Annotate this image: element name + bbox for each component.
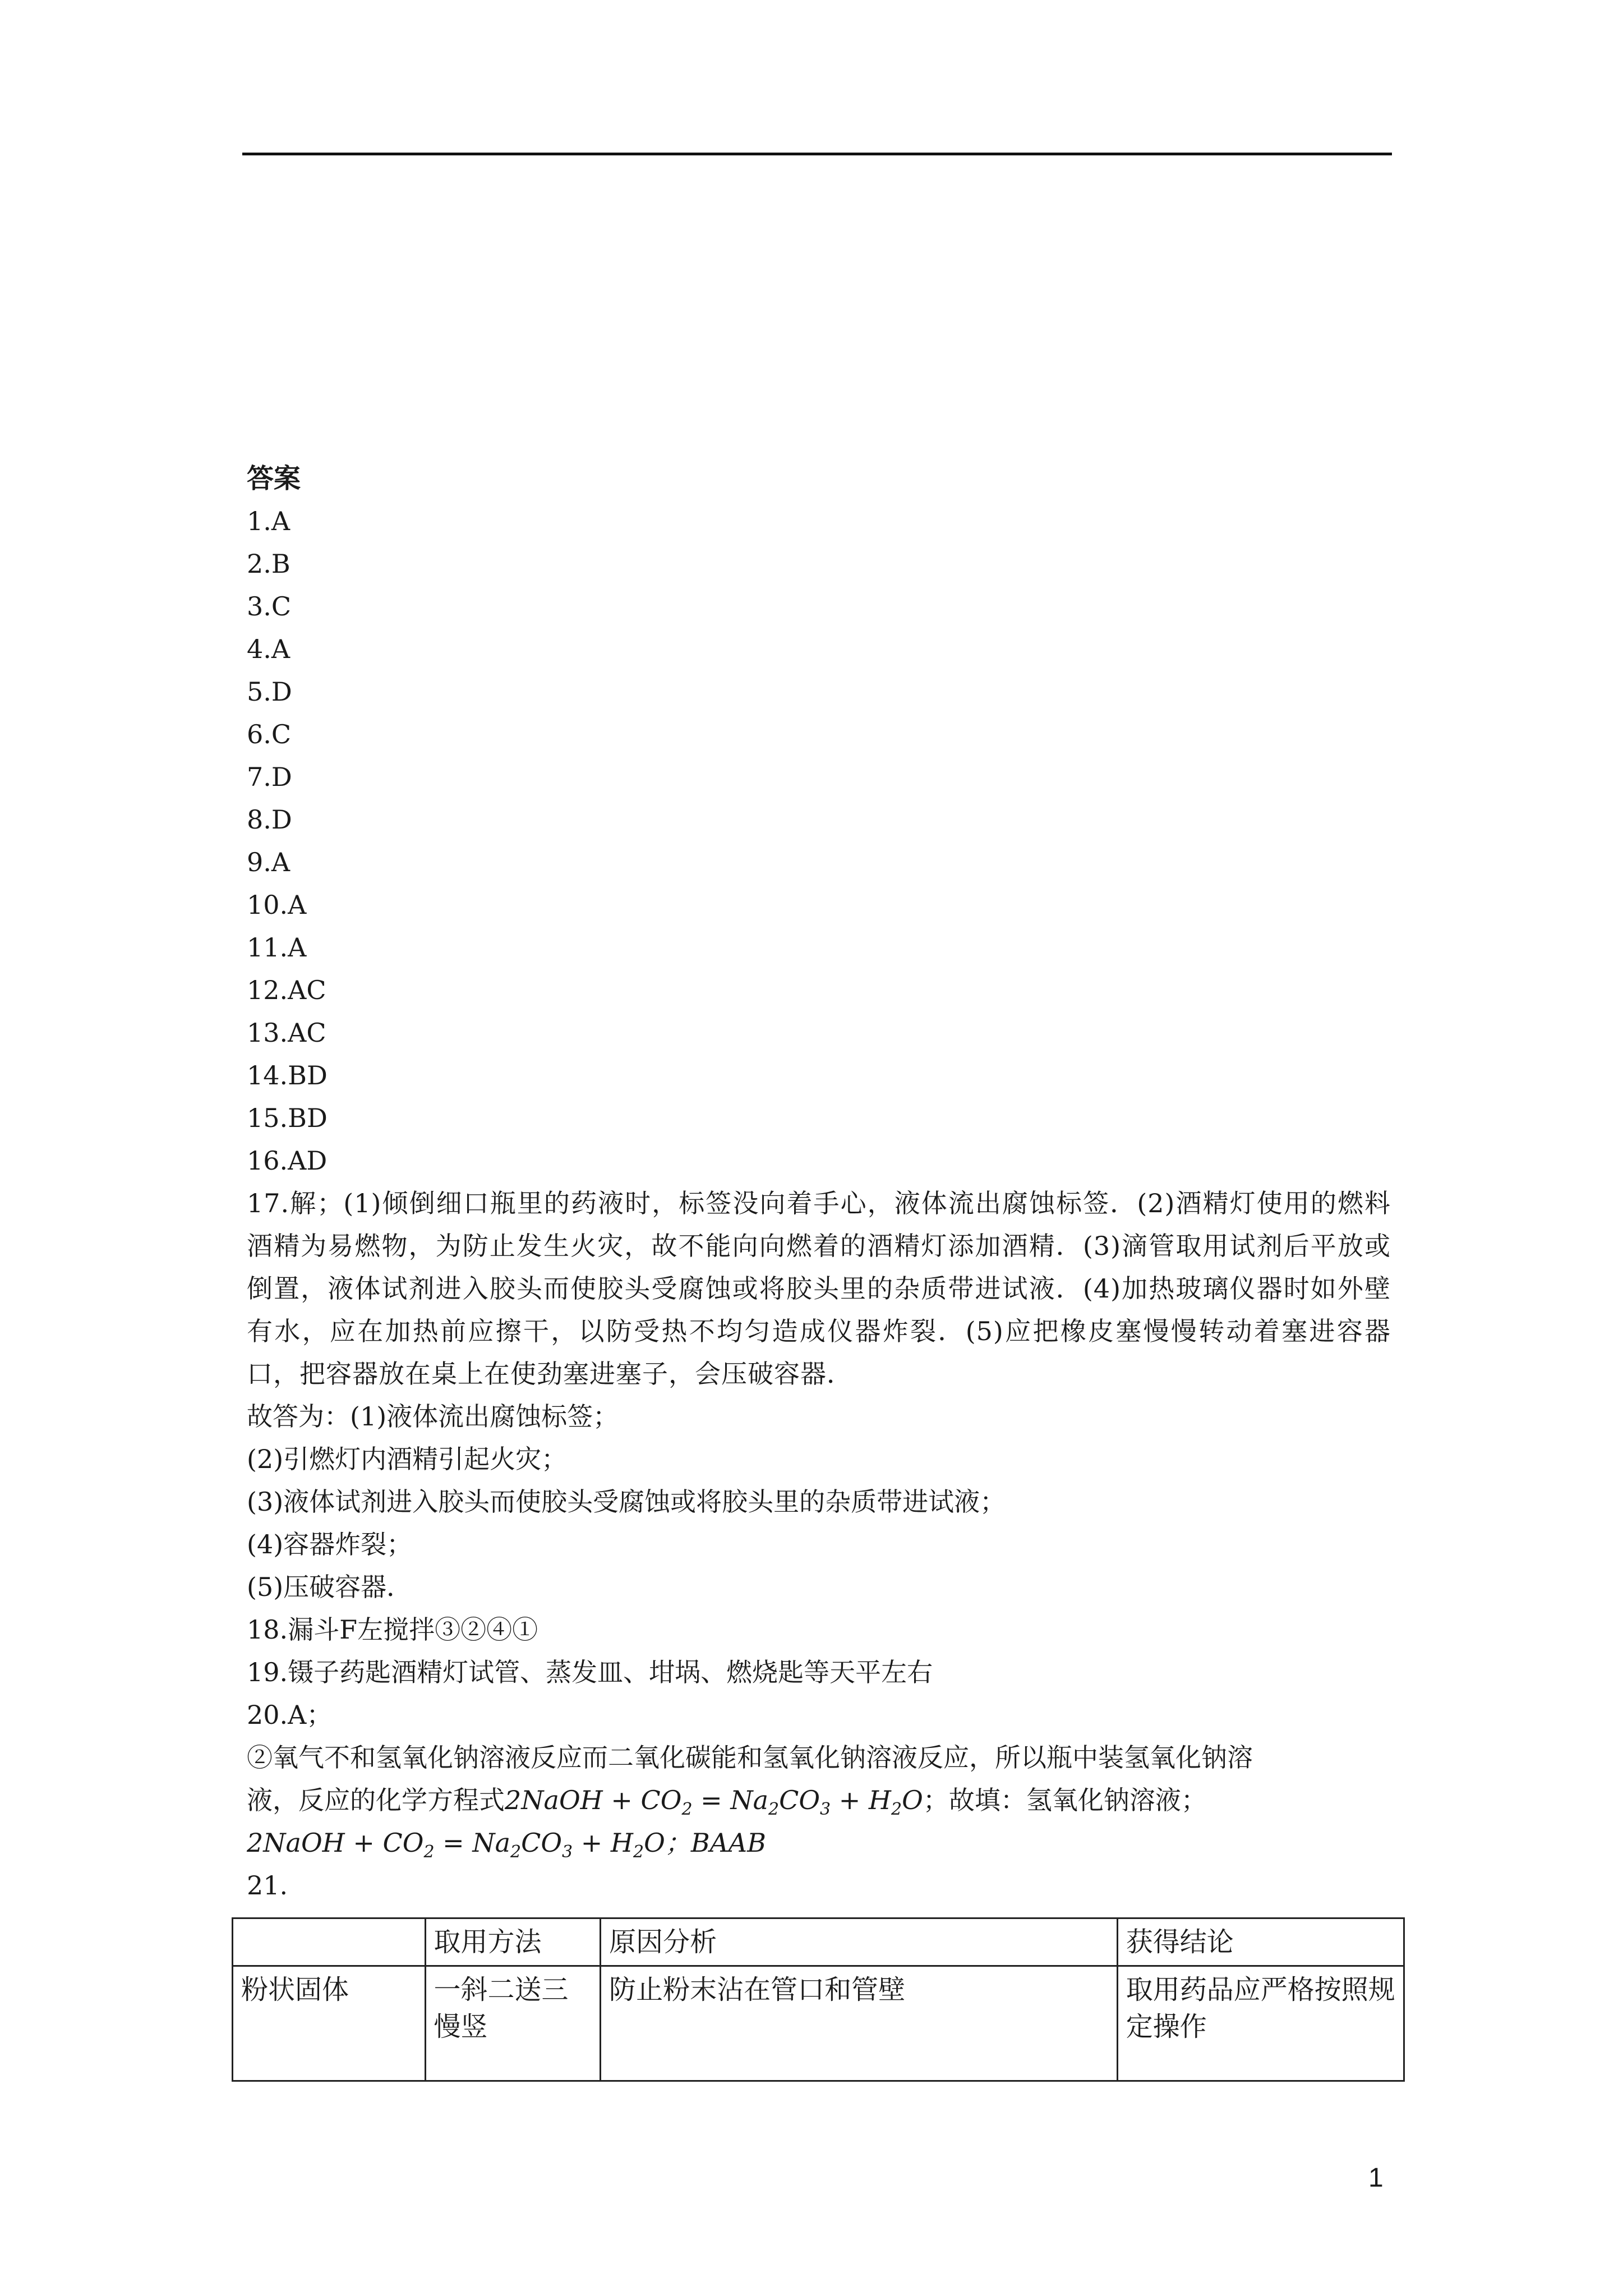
answer-list [247, 500, 1391, 1182]
answer-item: 6.C [247, 719, 292, 749]
q18-answer: 18.漏斗F左搅拌③②④① [247, 1614, 538, 1645]
q20-answer-line1: 20.A； [247, 1700, 333, 1730]
answer-item: 2.B [247, 549, 291, 579]
table-row [233, 1966, 1404, 2081]
q20-line3-suffix: ；故填：氢氧化钠溶液； [923, 1785, 1207, 1815]
q20-line3-prefix: 液，反应的化学方程式 [247, 1785, 505, 1815]
q17-answer-line: 故答为：(1)液体流出腐蚀标签； [247, 1401, 619, 1432]
q17-explanation: 17.解；(1)倾倒细口瓶里的药液时，标签没向着手心，液体流出腐蚀标签．(2)酒精灯使用的燃料酒精为易燃物，为防止发生火灾，故不能向向燃着的酒精灯添加酒精．(3)滴管取用试剂后平放或倒置，液体试剂进入胶头而使胶头受腐蚀或将胶头里的杂质带进试液．(4)加热玻璃仪器时如外壁有水，应在加热前应擦干，以防受热不均匀造成仪器炸裂．(5)应把橡皮塞慢慢转动着塞进容器口，把容器放在桌上在使劲塞进塞子，会压破容器． [247, 1188, 1391, 1389]
table-header-cell: 原因分析 [601, 1918, 1118, 1966]
answer-item: 4.A [247, 634, 291, 664]
q20-answer-line3 [247, 1779, 1391, 1821]
answer-item: 11.A [247, 932, 307, 963]
answer-item: 7.D [247, 762, 292, 792]
q17-answer-line: (5)压破容器． [247, 1572, 413, 1602]
q21-label: 21. [247, 1870, 288, 1901]
answers-heading: 答案 [247, 463, 301, 494]
q17-answer-line: (4)容器炸裂； [247, 1529, 413, 1559]
answer-item: 10.A [247, 890, 307, 920]
header-rule [242, 153, 1392, 155]
table-header-row [233, 1918, 1404, 1966]
q20-line4-suffix: ；BAAB [665, 1828, 766, 1858]
answer-item: 1.A [247, 506, 291, 536]
answer-item: 3.C [247, 591, 292, 622]
q17-answer-line: (3)液体试剂进入胶头而使胶头受腐蚀或将胶头里的杂质带进试液； [247, 1487, 1006, 1517]
answer-item: 16.AD [247, 1145, 328, 1176]
table-cell: 取用药品应严格按照规定操作 [1117, 1966, 1404, 2081]
table-header-cell [233, 1918, 426, 1966]
page-number: 1 [1368, 2163, 1384, 2193]
q19-answer: 19.镊子药匙酒精灯试管、蒸发皿、坩埚、燃烧匙等天平左右 [247, 1657, 933, 1687]
table-header-cell: 获得结论 [1117, 1918, 1404, 1966]
q21-table [232, 1917, 1405, 2082]
answer-item: 14.BD [247, 1060, 328, 1091]
table-cell: 防止粉末沾在管口和管壁 [601, 1966, 1118, 2081]
chemical-equation: 2NaOH + $CO_2 = Na_2CO_3 + H_2O$ [247, 1828, 665, 1862]
q20-answer-line4 [247, 1821, 1391, 1864]
q20-answer-line2: ②氧气不和氢氧化钠溶液反应而二氧化碳能和氢氧化钠溶液反应，所以瓶中装氢氧化钠溶 [247, 1742, 1253, 1773]
q17-answer-line: (2)引燃灯内酒精引起火灾； [247, 1444, 568, 1474]
answer-item: 8.D [247, 804, 292, 835]
answer-item: 12.AC [247, 975, 326, 1005]
answer-content [247, 457, 1391, 1907]
answer-item: 15.BD [247, 1103, 328, 1133]
answer-item: 9.A [247, 847, 291, 877]
chemical-equation: 2NaOH + $CO_2 = Na_2CO_3 + H_2O$ [505, 1785, 923, 1819]
answer-item: 13.AC [247, 1018, 326, 1048]
table-cell: 一斜二送三慢竖 [425, 1966, 601, 2081]
answer-item: 5.D [247, 677, 292, 707]
table-header-cell: 取用方法 [425, 1918, 601, 1966]
table-cell: 粉状固体 [233, 1966, 426, 2081]
